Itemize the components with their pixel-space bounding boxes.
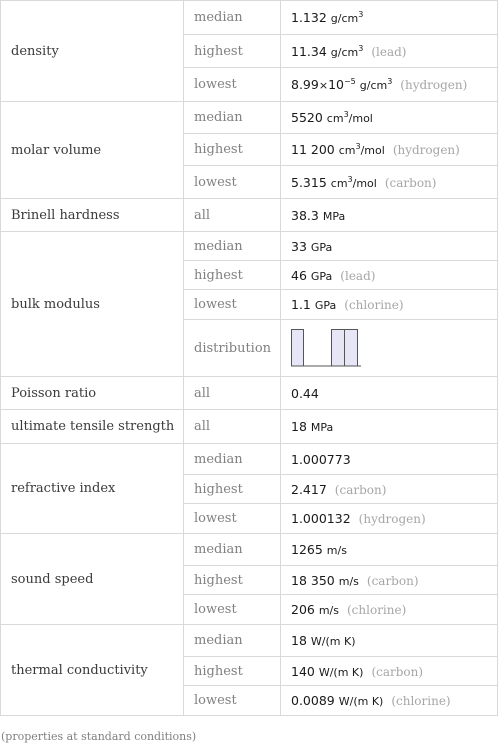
stat-value: 1265 m/s <box>281 534 498 566</box>
stat-label: median <box>184 232 281 261</box>
table-row <box>1 1 498 35</box>
value-note: (carbon) <box>371 664 424 679</box>
stat-label: median <box>184 534 281 566</box>
property-name: sound speed <box>1 534 184 625</box>
stat-value: 18 MPa <box>281 410 498 444</box>
property-name: bulk modulus <box>1 232 184 377</box>
stat-value: 1.1 GPa (chlorine) <box>281 290 498 320</box>
property-name: molar volume <box>1 102 184 199</box>
table-row <box>1 377 498 410</box>
stat-value: 140 W/(m K) (carbon) <box>281 657 498 686</box>
stat-label: all <box>184 410 281 444</box>
stat-value: 0.0089 W/(m K) (chlorine) <box>281 686 498 716</box>
table-row <box>1 199 498 232</box>
stat-label: highest <box>184 657 281 686</box>
stat-value: 46 GPa (lead) <box>281 261 498 290</box>
value-note: (lead) <box>371 44 407 59</box>
histogram-bar <box>332 330 345 367</box>
stat-label: median <box>184 625 281 657</box>
stat-label: highest <box>184 261 281 290</box>
value-note: (carbon) <box>384 175 437 190</box>
property-name: ultimate tensile strength <box>1 410 184 444</box>
stat-value: 1.000773 <box>281 444 498 475</box>
value-note: (chlorine) <box>391 694 451 708</box>
stat-label: all <box>184 199 281 232</box>
value-note: (chlorine) <box>344 298 404 312</box>
stat-value: 2.417 (carbon) <box>281 475 498 504</box>
stat-label: highest <box>184 35 281 68</box>
value-note: (carbon) <box>334 482 387 497</box>
histogram-bar <box>292 330 304 367</box>
table-row <box>1 625 498 657</box>
stat-label: all <box>184 377 281 410</box>
stat-label: median <box>184 444 281 475</box>
stat-value: 1.132 $g/cm^3$ <box>281 1 498 35</box>
property-name: refractive index <box>1 444 184 534</box>
value-note: (carbon) <box>366 573 419 588</box>
stat-label: distribution <box>184 320 281 377</box>
value-note: (hydrogen) <box>392 143 460 157</box>
stat-label: lowest <box>184 595 281 625</box>
property-name: density <box>1 1 184 102</box>
stat-value: 38.3 MPa <box>281 199 498 232</box>
table-row <box>1 444 498 475</box>
distribution-histogram <box>281 320 498 377</box>
stat-value: 1.000132 (hydrogen) <box>281 504 498 534</box>
histogram-bar <box>345 330 358 367</box>
stat-label: median <box>184 102 281 134</box>
stat-label: lowest <box>184 166 281 199</box>
stat-value: 33 GPa <box>281 232 498 261</box>
stat-value: 5520 $cm^3$/mol <box>281 102 498 134</box>
stat-label: lowest <box>184 686 281 716</box>
stat-label: highest <box>184 566 281 595</box>
value-note: (hydrogen) <box>400 78 468 92</box>
stat-label: lowest <box>184 290 281 320</box>
property-name: Poisson ratio <box>1 377 184 410</box>
property-name: Brinell hardness <box>1 199 184 232</box>
value-note: (hydrogen) <box>358 512 426 526</box>
stat-value: 5.315 $cm^3$/mol (carbon) <box>281 166 498 199</box>
stat-value: 0.44 <box>281 377 498 410</box>
value-note: (lead) <box>340 268 376 283</box>
table-row <box>1 534 498 566</box>
table-row <box>1 102 498 134</box>
histogram <box>291 328 361 368</box>
stat-label: highest <box>184 475 281 504</box>
stat-label: median <box>184 1 281 35</box>
stat-label: lowest <box>184 68 281 102</box>
property-name: thermal conductivity <box>1 625 184 716</box>
footnote-caption: (properties at standard conditions) <box>1 730 197 743</box>
stat-value: 18 W/(m K) <box>281 625 498 657</box>
stat-value: $8.99\times 10^{-5}$ $g/cm^3$ (hydrogen) <box>281 68 498 102</box>
value-note: (chlorine) <box>347 603 407 617</box>
stat-label: highest <box>184 134 281 166</box>
stat-value: 18 350 m/s (carbon) <box>281 566 498 595</box>
table-row <box>1 232 498 261</box>
stat-value: 206 m/s (chlorine) <box>281 595 498 625</box>
stat-value: 11.34 $g/cm^3$ (lead) <box>281 35 498 68</box>
stat-label: lowest <box>184 504 281 534</box>
table-row <box>1 410 498 444</box>
stat-value: 11 200 $cm^3$/mol (hydrogen) <box>281 134 498 166</box>
